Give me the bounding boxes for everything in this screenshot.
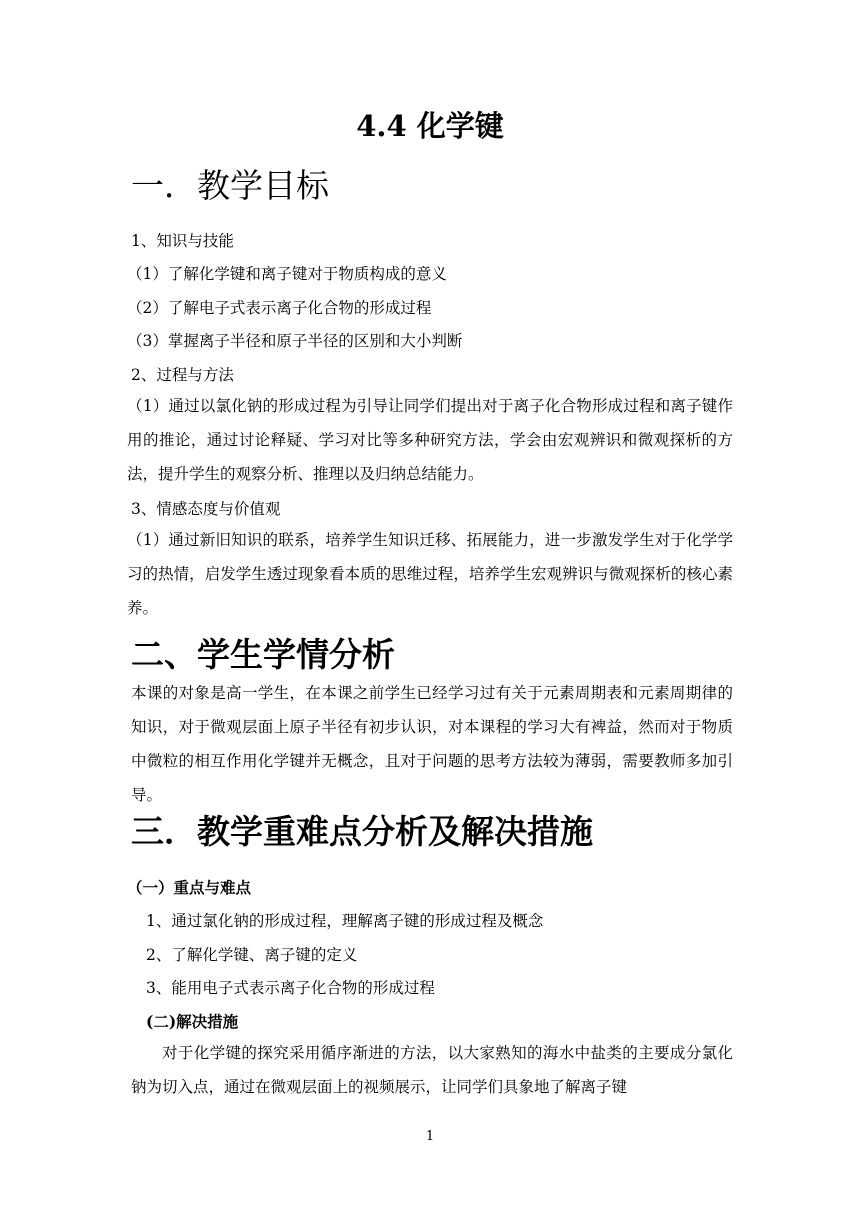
section-heading-student-analysis: 二、学生学情分析 bbox=[131, 635, 395, 674]
list-item: （1）了解化学键和离子键对于物质构成的意义 bbox=[127, 265, 447, 283]
sub-heading-knowledge-skills: 1、知识与技能 bbox=[131, 232, 234, 250]
paragraph-values: （1）通过新旧知识的联系，培养学生知识迁移、拓展能力，进一步激发学生对于化学学习的热情，启发学生透过现象看本质的思维过程，培养学生宏观辨识与微观探析的核心素养。 bbox=[127, 531, 733, 617]
paragraph-student-analysis: 本课的对象是高一学生，在本课之前学生已经学习过有关于元素周期表和元素周期律的知识，对于微观层面上原子半径有初步认识，对本课程的学习大有裨益，然而对于物质中微粒的相互作用化学键并无概念，且对于问题的思考方法较为薄弱，需要教师多加引导。 bbox=[131, 684, 733, 804]
sub-heading-process-method: 2、过程与方法 bbox=[131, 366, 234, 384]
sub-heading-solutions: (二)解决措施 bbox=[146, 1012, 239, 1031]
sub-heading-values: 3、情感态度与价值观 bbox=[131, 500, 281, 518]
list-item: 2、了解化学键、离子键的定义 bbox=[146, 946, 358, 964]
paragraph-solutions: 对于化学键的探究采用循序渐进的方法，以大家熟知的海水中盐类的主要成分氯化钠为切入点，通过在微观层面上的视频展示，让同学们具象地了解离子键 bbox=[131, 1044, 733, 1096]
list-item: 3、能用电子式表示离子化合物的形成过程 bbox=[146, 979, 435, 997]
paragraph-process-method: （1）通过以氯化钠的形成过程为引导让同学们提出对于离子化合物形成过程和离子键作用的推论，通过讨论释疑、学习对比等多种研究方法，学会由宏观辨识和微观探析的方法，提升学生的观察分析、推理以及归纳总结能力。 bbox=[127, 397, 733, 483]
sub-heading-key-difficult: （一）重点与难点 bbox=[127, 878, 252, 897]
section-heading-key-points: 三．教学重难点分析及解决措施 bbox=[131, 812, 593, 851]
list-item: 1、通过氯化钠的形成过程，理解离子键的形成过程及概念 bbox=[146, 912, 544, 930]
document-title: 4.4 化学键 bbox=[356, 109, 504, 143]
section-heading-teaching-goals: 一．教学目标 bbox=[131, 166, 329, 205]
list-item: （3）掌握离子半径和原子半径的区别和大小判断 bbox=[127, 332, 463, 350]
page-number: 1 bbox=[425, 1129, 435, 1144]
list-item: （2）了解电子式表示离子化合物的形成过程 bbox=[127, 299, 432, 317]
